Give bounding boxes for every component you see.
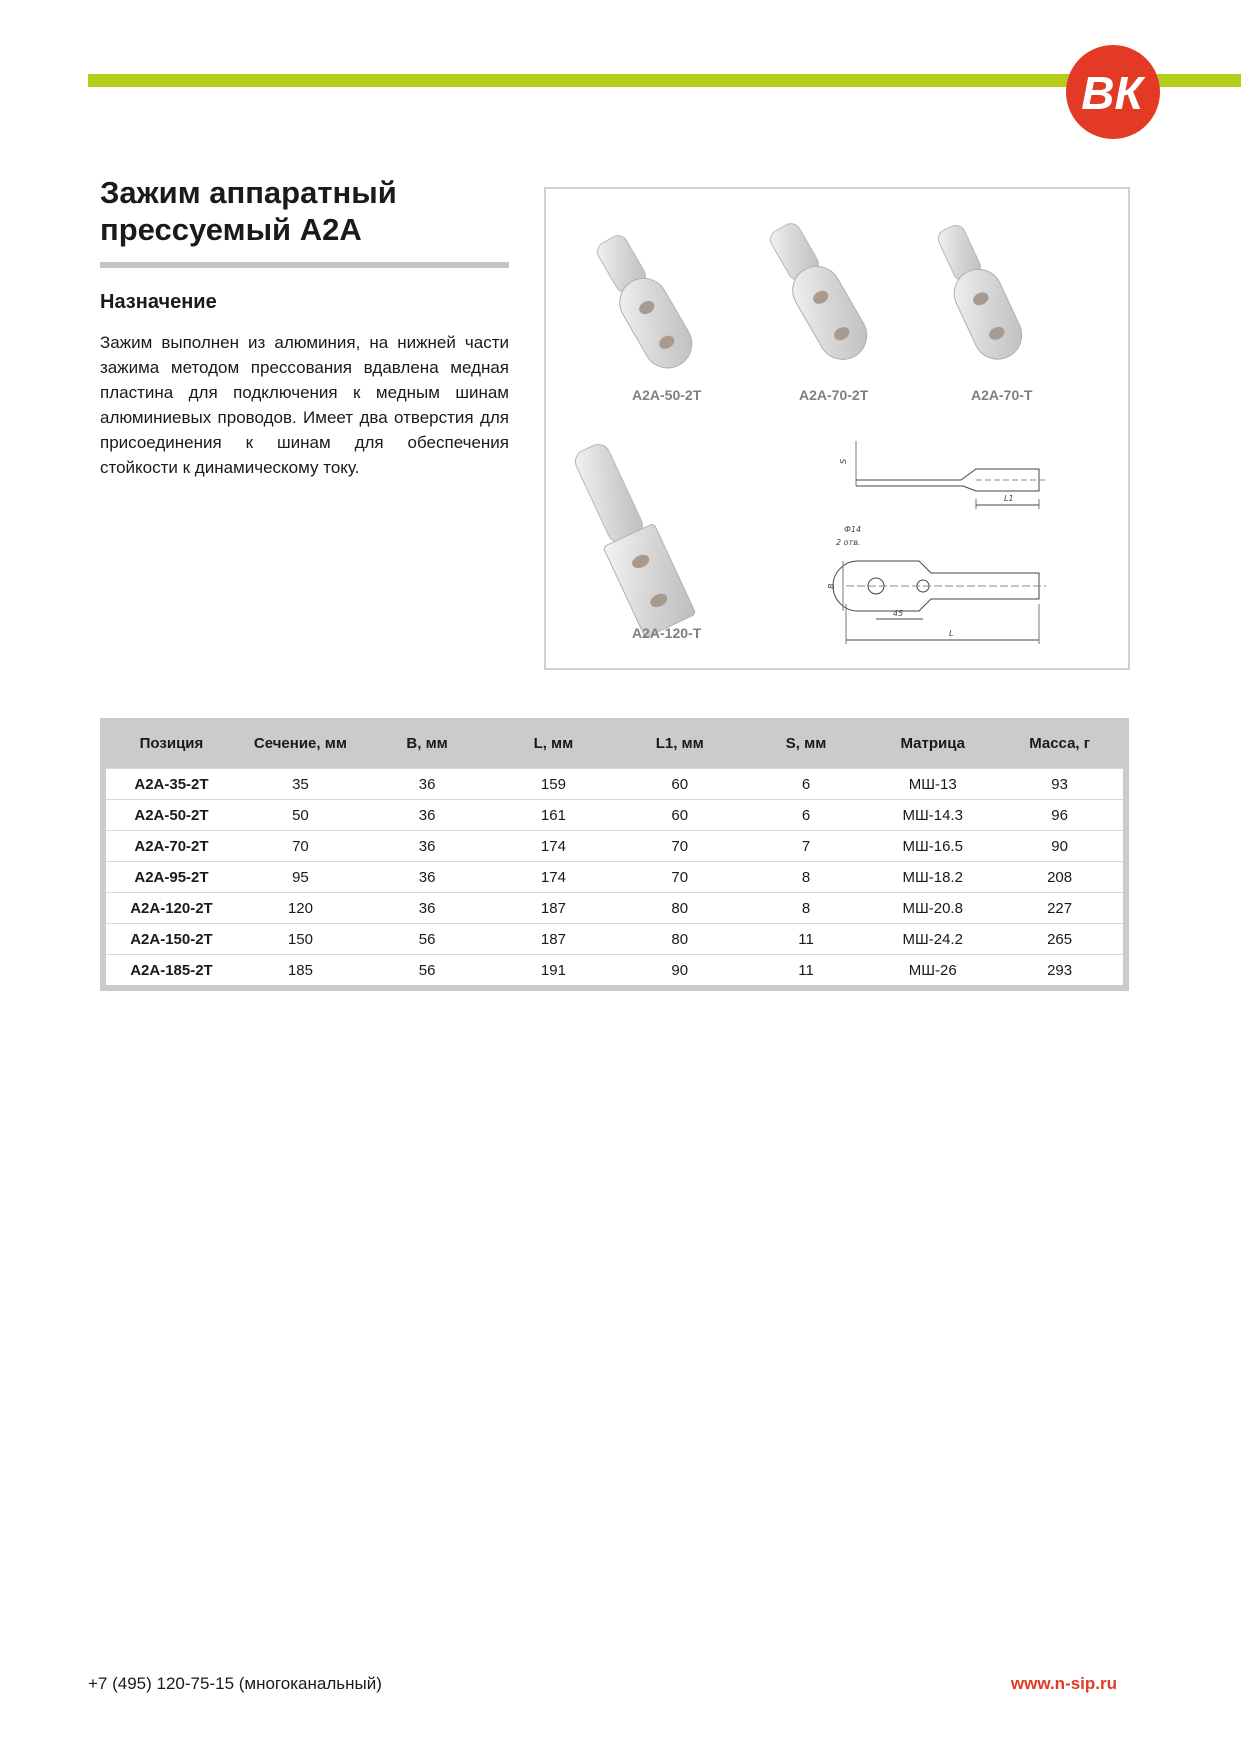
table-cell: А2А-185-2Т bbox=[106, 955, 237, 986]
table-row bbox=[106, 831, 1123, 862]
column-header: L, мм bbox=[533, 734, 574, 752]
table-row bbox=[106, 862, 1123, 893]
table-cell: 6 bbox=[743, 769, 869, 800]
caption-a2a-50-2t: А2А-50-2Т bbox=[632, 387, 702, 403]
column-header: S, мм bbox=[785, 734, 827, 752]
table-cell: 185 bbox=[237, 955, 364, 986]
table-cell: 50 bbox=[237, 800, 364, 831]
table-cell: МШ-16.5 bbox=[869, 831, 996, 862]
section-description: Зажим выполнен из алюминия, на нижней части зажима методом прессования вдавлена медная пластина для подключения к медным шинам алюминиевых проводов. Имеет два отверстия для присоединения к шинам для обеспечения стойкости к динамическому току. bbox=[100, 333, 509, 477]
table-cell: 96 bbox=[996, 800, 1123, 831]
specs-table bbox=[100, 718, 1129, 991]
lug-image-a2a-120-t bbox=[562, 436, 696, 637]
table-header-row bbox=[106, 718, 1123, 769]
table-cell: 293 bbox=[996, 955, 1123, 986]
table-cell: 80 bbox=[617, 893, 743, 924]
lug-image-a2a-70-2t bbox=[760, 216, 876, 368]
svg-text:ВК: ВК bbox=[1081, 67, 1143, 119]
table-cell: А2А-35-2Т bbox=[106, 769, 237, 800]
svg-text:L: L bbox=[949, 629, 954, 638]
caption-a2a-70-2t: А2А-70-2Т bbox=[799, 387, 869, 403]
lug-image-a2a-50-2t bbox=[587, 228, 701, 377]
table-cell: 90 bbox=[996, 831, 1123, 862]
table-cell: 80 bbox=[617, 924, 743, 955]
caption-a2a-120-t: А2А-120-Т bbox=[632, 625, 702, 641]
table-cell: 265 bbox=[996, 924, 1123, 955]
table-cell: МШ-26 bbox=[869, 955, 996, 986]
table-cell: МШ-13 bbox=[869, 769, 996, 800]
table-cell: 36 bbox=[364, 769, 490, 800]
table-cell: 70 bbox=[617, 831, 743, 862]
section-heading: Назначение bbox=[100, 291, 217, 313]
table-cell: А2А-150-2Т bbox=[106, 924, 237, 955]
column-header: L1, мм bbox=[655, 734, 704, 752]
table-cell: А2А-50-2Т bbox=[106, 800, 237, 831]
table-row bbox=[106, 924, 1123, 955]
table-cell: 208 bbox=[996, 862, 1123, 893]
table-cell: МШ-18.2 bbox=[869, 862, 996, 893]
table-cell: 36 bbox=[364, 800, 490, 831]
title-divider bbox=[100, 262, 509, 268]
table-cell: 60 bbox=[617, 769, 743, 800]
table-cell: 70 bbox=[237, 831, 364, 862]
table-cell: 36 bbox=[364, 893, 490, 924]
technical-drawing bbox=[827, 441, 1046, 644]
product-images bbox=[546, 189, 1128, 668]
table-cell: МШ-14.3 bbox=[869, 800, 996, 831]
table-cell: 7 bbox=[743, 831, 869, 862]
lug-image-a2a-70-t bbox=[926, 218, 1030, 367]
svg-text:L1: L1 bbox=[1004, 494, 1014, 503]
svg-text:45: 45 bbox=[893, 609, 904, 618]
table-cell: 36 bbox=[364, 862, 490, 893]
brand-logo bbox=[1063, 42, 1163, 142]
page-title-line-2: прессуемый А2А bbox=[100, 212, 362, 247]
table-row bbox=[106, 893, 1123, 924]
table-cell: 174 bbox=[490, 831, 616, 862]
table-cell: 187 bbox=[490, 924, 616, 955]
table-cell: 227 bbox=[996, 893, 1123, 924]
table-cell: 174 bbox=[490, 862, 616, 893]
svg-text:Ф14: Ф14 bbox=[844, 525, 862, 534]
column-header: B, мм bbox=[406, 734, 448, 752]
table-row bbox=[106, 769, 1123, 800]
table-cell: 159 bbox=[490, 769, 616, 800]
column-header: Матрица bbox=[900, 734, 965, 752]
table-cell: А2А-95-2Т bbox=[106, 862, 237, 893]
table-cell: 150 bbox=[237, 924, 364, 955]
page-title bbox=[100, 174, 520, 248]
svg-text:B: B bbox=[827, 583, 836, 589]
table-cell: 11 bbox=[743, 924, 869, 955]
table-cell: 36 bbox=[364, 831, 490, 862]
column-header: Масса, г bbox=[1029, 734, 1091, 752]
table-cell: А2А-70-2Т bbox=[106, 831, 237, 862]
caption-a2a-70-t: А2А-70-Т bbox=[971, 387, 1033, 403]
table-cell: 120 bbox=[237, 893, 364, 924]
table-cell: А2А-120-2Т bbox=[106, 893, 237, 924]
table-cell: 187 bbox=[490, 893, 616, 924]
table-cell: 6 bbox=[743, 800, 869, 831]
table-cell: 56 bbox=[364, 955, 490, 986]
table-cell: 56 bbox=[364, 924, 490, 955]
table-cell: 95 bbox=[237, 862, 364, 893]
column-header: Сечение, мм bbox=[253, 734, 347, 752]
product-gallery bbox=[544, 187, 1130, 670]
table-cell: МШ-24.2 bbox=[869, 924, 996, 955]
table-row bbox=[106, 800, 1123, 831]
table-row bbox=[106, 955, 1123, 986]
table-cell: 161 bbox=[490, 800, 616, 831]
table-cell: 11 bbox=[743, 955, 869, 986]
footer-phone: +7 (495) 120-75-15 (многоканальный) bbox=[88, 1674, 382, 1693]
table-cell: 90 bbox=[617, 955, 743, 986]
table-cell: 8 bbox=[743, 862, 869, 893]
table-cell: 191 bbox=[490, 955, 616, 986]
table-cell: 70 bbox=[617, 862, 743, 893]
svg-text:2 отв.: 2 отв. bbox=[836, 538, 861, 547]
page-title-line-1: Зажим аппаратный bbox=[100, 175, 397, 210]
footer-website-link[interactable]: www.n-sip.ru bbox=[1010, 1674, 1117, 1693]
table-cell: 93 bbox=[996, 769, 1123, 800]
table-cell: 8 bbox=[743, 893, 869, 924]
svg-text:S: S bbox=[839, 458, 848, 464]
table-cell: МШ-20.8 bbox=[869, 893, 996, 924]
table-cell: 60 bbox=[617, 800, 743, 831]
column-header: Позиция bbox=[139, 734, 204, 752]
table-cell: 35 bbox=[237, 769, 364, 800]
